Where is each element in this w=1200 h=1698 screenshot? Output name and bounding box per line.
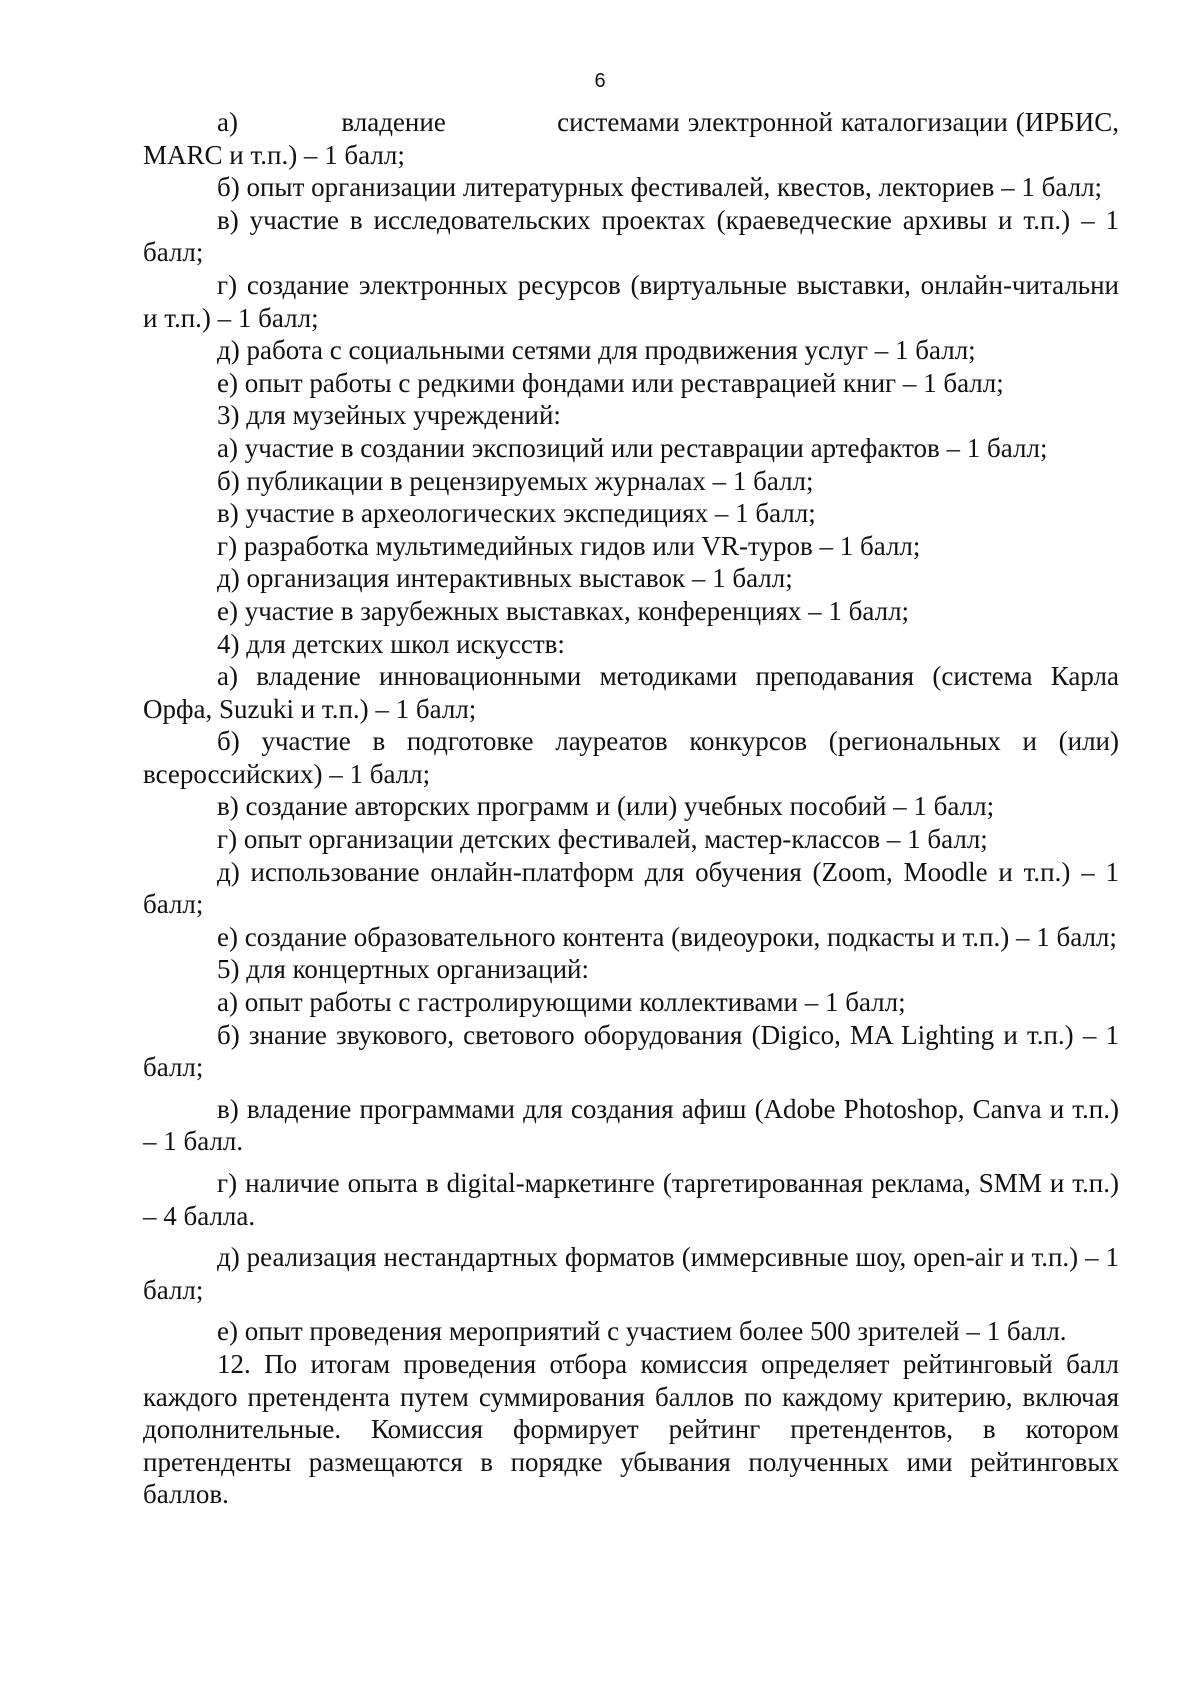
criterion-school-b: б) участие в подготовке лауреатов конкурсов (региональных и (или) всероссийских) – 1 балл;: [143, 726, 1119, 789]
criterion-concert-d: г) наличие опыта в digital-маркетинге (таргетированная реклама, SMM и т.п.) – 4 балла.: [143, 1168, 1119, 1231]
criterion-library-b: б) опыт организации литературных фестивалей, квестов, лекториев – 1 балл;: [217, 172, 1103, 203]
criterion-concert-b: б) знание звукового, светового оборудования (Digico, MA Lighting и т.п.) – 1 балл;: [143, 1019, 1119, 1083]
criterion-library-f: е) опыт работы с редкими фондами или реставрацией книг – 1 балл;: [217, 367, 1004, 398]
criterion-museum-e: д) организация интерактивных выставок – 1 балл;: [217, 563, 793, 594]
criterion-museum-a: а) участие в создании экспозиций или реставрации артефактов – 1 балл;: [217, 432, 1048, 463]
criterion-concert-f: е) опыт проведения мероприятий с участием более 500 зрителей – 1 балл.: [217, 1316, 1067, 1347]
criterion-library-e: д) работа с социальными сетями для продвижения услуг – 1 балл;: [217, 335, 976, 366]
criterion-library-a: а) владение системами электронной каталогизации (ИРБИС, MARC и т.п.) – 1 балл;: [143, 107, 1119, 170]
criterion-museum-d: г) разработка мультимедийных гидов или VR-туров – 1 балл;: [217, 530, 921, 561]
criterion-museum-f: е) участие в зарубежных выставках, конференциях – 1 балл;: [217, 595, 910, 626]
document-body: [143, 106, 1119, 1511]
section-heading-concert-orgs: 5) для концертных организаций:: [217, 954, 589, 985]
paragraph-12: 12. По итогам проведения отбора комиссия определяет рейтинговый балл каждого претендента путем суммирования баллов по каждому критерию, включая дополнительные. Комиссия формирует рейтинг претендентов, в котором претенденты размещаются в порядке убывания полученных ими рейтинговых баллов.: [143, 1348, 1119, 1510]
criterion-school-d: г) опыт организации детских фестивалей, мастер-классов – 1 балл;: [217, 824, 988, 855]
criterion-museum-c: в) участие в археологических экспедициях – 1 балл;: [217, 498, 816, 529]
section-heading-museums: 3) для музейных учреждений:: [217, 400, 561, 431]
criterion-museum-b: б) публикации в рецензируемых журналах – 1 балл;: [217, 465, 814, 496]
section-heading-art-schools: 4) для детских школ искусств:: [217, 628, 565, 659]
criterion-school-f: е) создание образовательного контента (видеоуроки, подкасты и т.п.) – 1 балл;: [217, 921, 1117, 952]
criterion-library-c: в) участие в исследовательских проектах (краеведческие архивы и т.п.) – 1 балл;: [143, 204, 1119, 268]
criterion-school-e: д) использование онлайн-платформ для обучения (Zoom, Moodle и т.п.) – 1 балл;: [143, 856, 1119, 920]
criterion-concert-c: в) владение программами для создания афиш (Adobe Photoshop, Canva и т.п.) – 1 балл.: [143, 1093, 1119, 1157]
criterion-school-c: в) создание авторских программ и (или) учебных пособий – 1 балл;: [217, 791, 995, 822]
criterion-concert-a: а) опыт работы с гастролирующими коллективами – 1 балл;: [217, 987, 906, 1018]
criterion-school-a: а) владение инновационными методиками преподавания (система Карла Орфа, Suzuki и т.п.) – 1 балл;: [143, 661, 1119, 724]
criterion-concert-e: д) реализация нестандартных форматов (иммерсивные шоу, open-air и т.п.) – 1 балл;: [143, 1242, 1119, 1305]
criterion-library-d: г) создание электронных ресурсов (виртуальные выставки, онлайн-читальни и т.п.) – 1 балл;: [143, 269, 1119, 333]
page-number: 6: [594, 70, 606, 92]
